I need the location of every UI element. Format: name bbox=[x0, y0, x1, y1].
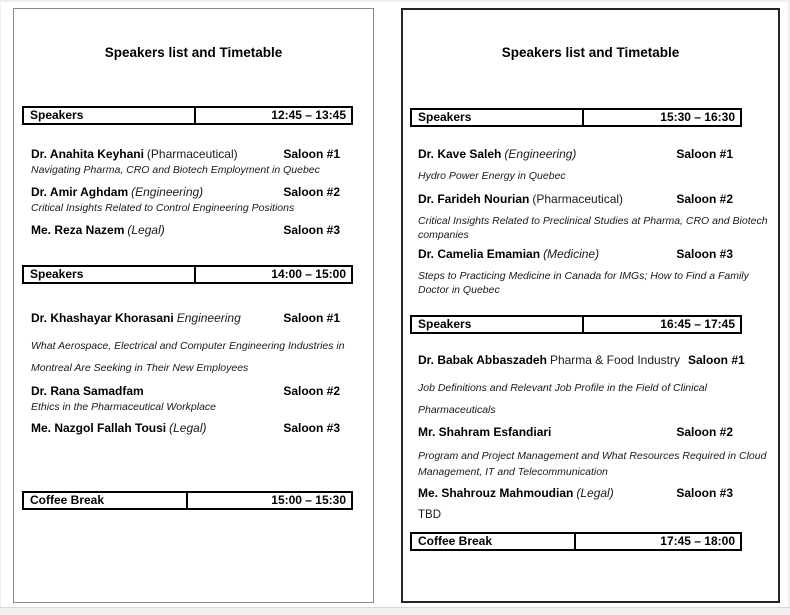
talk-topic: Job Definitions and Relevant Job Profile in the Field of Clinical Pharmaceuticals bbox=[418, 382, 707, 416]
document-page-left bbox=[13, 8, 374, 603]
session-time: 16:45 – 17:45 bbox=[660, 317, 735, 331]
speaker-name: Me. Nazgol Fallah Tousi bbox=[31, 421, 167, 435]
speaker-entry bbox=[31, 147, 361, 177]
speaker-affiliation: (Pharmaceutical) bbox=[532, 192, 624, 206]
viewport-top-edge bbox=[0, 0, 790, 2]
speaker-entry bbox=[418, 353, 770, 421]
speaker-entry bbox=[31, 223, 361, 237]
speaker-name-row bbox=[31, 311, 361, 325]
speaker-name-row bbox=[31, 421, 361, 435]
page-title: Speakers list and Timetable bbox=[104, 45, 283, 60]
speaker-name-line bbox=[418, 486, 614, 500]
speaker-name-row bbox=[418, 247, 770, 261]
speaker-name: Dr. Farideh Nourian bbox=[418, 192, 530, 206]
speaker-name: Mr. Shahram Esfandiari bbox=[418, 425, 552, 439]
speaker-name: Me. Shahrouz Mahmoudian bbox=[418, 486, 574, 500]
speaker-entry bbox=[418, 147, 770, 184]
speaker-name-row bbox=[31, 223, 361, 237]
speaker-affiliation: (Pharmaceutical) bbox=[146, 147, 238, 161]
session-time: 15:30 – 16:30 bbox=[660, 110, 735, 124]
session-header-row bbox=[22, 265, 353, 284]
speaker-name-line bbox=[31, 185, 203, 199]
viewport-left-edge bbox=[0, 0, 1, 615]
speaker-name: Dr. Rana Samadfam bbox=[31, 384, 144, 398]
talk-topic: Hydro Power Energy in Quebec bbox=[418, 170, 566, 182]
speaker-name-line bbox=[418, 425, 554, 439]
talk-topic: Critical Insights Related to Control Engineering Positions bbox=[31, 202, 295, 214]
saloon-label: Saloon #1 bbox=[676, 147, 733, 161]
speaker-name: Me. Reza Nazem bbox=[31, 223, 125, 237]
speaker-affiliation: (Legal) bbox=[127, 223, 165, 237]
saloon-label: Saloon #3 bbox=[283, 421, 340, 435]
session-header-row bbox=[410, 108, 742, 127]
speaker-affiliation: (Engineering) bbox=[504, 147, 577, 161]
saloon-label: Saloon #2 bbox=[676, 192, 733, 206]
speaker-name-row bbox=[418, 486, 770, 500]
speaker-name-row bbox=[31, 384, 361, 398]
session-label: Speakers bbox=[24, 267, 196, 282]
speaker-name: Dr. Camelia Emamian bbox=[418, 247, 541, 261]
session-header-row bbox=[410, 315, 742, 334]
coffee-break-row bbox=[22, 491, 353, 510]
speaker-name-line bbox=[31, 147, 238, 161]
talk-topic: What Aerospace, Electrical and Computer Engineering Industries in Montreal Are Seeking in Their New Employees bbox=[31, 340, 345, 374]
speaker-entry bbox=[418, 425, 770, 480]
coffee-break-label: Coffee Break bbox=[412, 534, 576, 549]
session-time: 14:00 – 15:00 bbox=[271, 267, 346, 281]
speaker-entry bbox=[31, 421, 361, 435]
speaker-name-line bbox=[31, 311, 241, 325]
speaker-affiliation: Pharma & Food Industry bbox=[549, 353, 680, 367]
saloon-label: Saloon #1 bbox=[688, 353, 745, 367]
saloon-label: Saloon #2 bbox=[283, 384, 340, 398]
speaker-entry bbox=[31, 185, 361, 215]
speaker-affiliation: (Engineering) bbox=[131, 185, 204, 199]
session-time: 12:45 – 13:45 bbox=[271, 108, 346, 122]
page-title: Speakers list and Timetable bbox=[501, 45, 680, 60]
speaker-affiliation: (Legal) bbox=[576, 486, 614, 500]
speaker-name-line bbox=[418, 147, 576, 161]
coffee-break-time: 15:00 – 15:30 bbox=[271, 493, 346, 507]
speaker-name: Dr. Khashayar Khorasani bbox=[31, 311, 174, 325]
talk-topic: Navigating Pharma, CRO and Biotech Employment in Quebec bbox=[31, 164, 320, 176]
saloon-label: Saloon #3 bbox=[676, 486, 733, 500]
speaker-entry bbox=[31, 384, 361, 414]
speaker-name: Dr. Anahita Keyhani bbox=[31, 147, 144, 161]
speaker-affiliation: Engineering bbox=[176, 311, 241, 325]
talk-topic: Program and Project Management and What Resources Required in Cloud Management, IT and Telecommunication bbox=[418, 450, 767, 478]
speaker-entry bbox=[31, 311, 361, 379]
talk-topic: Critical Insights Related to Preclinical Studies at Pharma, CRO and Biotech companies bbox=[418, 215, 768, 241]
speaker-name-line bbox=[418, 353, 680, 367]
talk-topic: Ethics in the Pharmaceutical Workplace bbox=[31, 401, 216, 413]
saloon-label: Saloon #1 bbox=[283, 311, 340, 325]
speaker-affiliation: (Legal) bbox=[169, 421, 207, 435]
saloon-label: Saloon #3 bbox=[283, 223, 340, 237]
coffee-break-row bbox=[410, 532, 742, 551]
speaker-name-line bbox=[31, 384, 147, 398]
speaker-name-row bbox=[31, 147, 361, 161]
speaker-name-row bbox=[31, 185, 361, 199]
talk-topic: Steps to Practicing Medicine in Canada for IMGs; How to Find a Family Doctor in Quebec bbox=[418, 270, 749, 296]
speaker-entry bbox=[418, 192, 770, 242]
speaker-entry bbox=[418, 247, 770, 297]
document-page-right bbox=[401, 8, 780, 603]
speaker-name-row bbox=[418, 425, 770, 439]
tbd-note: TBD bbox=[418, 509, 441, 521]
coffee-break-time: 17:45 – 18:00 bbox=[660, 534, 735, 548]
viewport-bottom-edge bbox=[0, 607, 790, 615]
speaker-entry bbox=[418, 486, 770, 521]
coffee-break-label: Coffee Break bbox=[24, 493, 188, 508]
speaker-name-line bbox=[31, 223, 165, 237]
session-label: Speakers bbox=[24, 108, 196, 123]
speaker-name-line bbox=[31, 421, 206, 435]
saloon-label: Saloon #2 bbox=[283, 185, 340, 199]
speaker-name-line bbox=[418, 247, 599, 261]
speaker-name: Dr. Kave Saleh bbox=[418, 147, 502, 161]
session-label: Speakers bbox=[412, 317, 584, 332]
speaker-name-line bbox=[418, 192, 623, 206]
speaker-name-row bbox=[418, 147, 770, 161]
session-header-row bbox=[22, 106, 353, 125]
speaker-name-row bbox=[418, 192, 770, 206]
saloon-label: Saloon #2 bbox=[676, 425, 733, 439]
speaker-name: Dr. Babak Abbaszadeh bbox=[418, 353, 547, 367]
saloon-label: Saloon #3 bbox=[676, 247, 733, 261]
speaker-name: Dr. Amir Aghdam bbox=[31, 185, 129, 199]
speaker-affiliation: (Medicine) bbox=[543, 247, 600, 261]
session-label: Speakers bbox=[412, 110, 584, 125]
saloon-label: Saloon #1 bbox=[283, 147, 340, 161]
speaker-name-row bbox=[418, 353, 770, 367]
